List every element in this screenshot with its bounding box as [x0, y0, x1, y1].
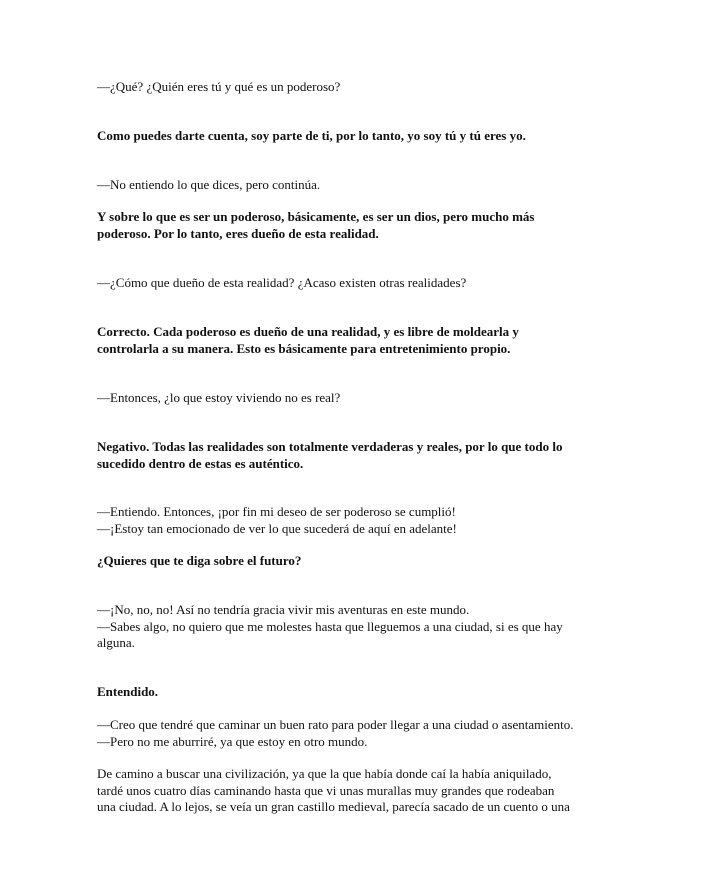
- text-line: controlarla a su manera. Esto es básicamente para entretenimiento propio.: [97, 340, 511, 356]
- dialogue-paragraph: [97, 177, 622, 194]
- text-line: sucedido dentro de estas es auténtico.: [97, 455, 304, 471]
- text-line: —Entiendo. Entonces, ¡por fin mi deseo de ser poderoso se cumplió!: [97, 504, 456, 519]
- narration-paragraph: [97, 766, 622, 816]
- voice-paragraph: [97, 684, 622, 701]
- dialogue-paragraph: [97, 390, 622, 407]
- dialogue-paragraph: [97, 79, 622, 96]
- text-line: —¡No, no, no! Así no tendría gracia vivir mis aventuras en este mundo.: [97, 602, 470, 617]
- dialogue-paragraph: [97, 275, 622, 292]
- voice-paragraph: [97, 128, 622, 145]
- text-line: —¡Estoy tan emocionado de ver lo que sucederá de aquí en adelante!: [97, 520, 457, 536]
- dialogue-paragraph: [97, 504, 622, 537]
- voice-paragraph: [97, 553, 622, 570]
- text-line: tardé unos cuatro días caminando hasta que vi unas murallas muy grandes que rodeaban: [97, 782, 555, 798]
- text-line: poderoso. Por lo tanto, eres dueño de esta realidad.: [97, 225, 379, 241]
- voice-paragraph: [97, 439, 622, 472]
- text-line: Negativo. Todas las realidades son totalmente verdaderas y reales, por lo que todo lo: [97, 439, 563, 454]
- text-line: —No entiendo lo que dices, pero continúa.: [97, 177, 321, 192]
- text-line: Entendido.: [97, 684, 159, 699]
- text-line: —¿Qué? ¿Quién eres tú y qué es un poderoso?: [97, 79, 341, 94]
- text-line: Como puedes darte cuenta, soy parte de ti, por lo tanto, yo soy tú y tú eres yo.: [97, 128, 526, 143]
- text-line: —Sabes algo, no quiero que me molestes hasta que lleguemos a una ciudad, si es que hay: [97, 618, 563, 634]
- text-line: —Creo que tendré que caminar un buen rato para poder llegar a una ciudad o asentamiento.: [97, 717, 574, 732]
- text-line: —Pero no me aburriré, ya que estoy en otro mundo.: [97, 733, 368, 749]
- dialogue-paragraph: [97, 602, 622, 652]
- voice-paragraph: [97, 209, 622, 242]
- dialogue-paragraph: [97, 717, 622, 750]
- text-line: Y sobre lo que es ser un poderoso, básicamente, es ser un dios, pero mucho más: [97, 209, 535, 224]
- text-line: ¿Quieres que te diga sobre el futuro?: [97, 553, 302, 568]
- text-line: alguna.: [97, 635, 135, 650]
- voice-paragraph: [97, 324, 622, 357]
- text-line: Correcto. Cada poderoso es dueño de una realidad, y es libre de moldearla y: [97, 324, 519, 339]
- text-line: —Entonces, ¿lo que estoy viviendo no es real?: [97, 390, 341, 405]
- text-line: una ciudad. A lo lejos, se veía un gran castillo medieval, parecía sacado de un cuento o una: [97, 799, 570, 814]
- text-line: De camino a buscar una civilización, ya que la que había donde caí la había aniquilado,: [97, 766, 552, 781]
- text-line: —¿Cómo que dueño de esta realidad? ¿Acaso existen otras realidades?: [97, 275, 467, 290]
